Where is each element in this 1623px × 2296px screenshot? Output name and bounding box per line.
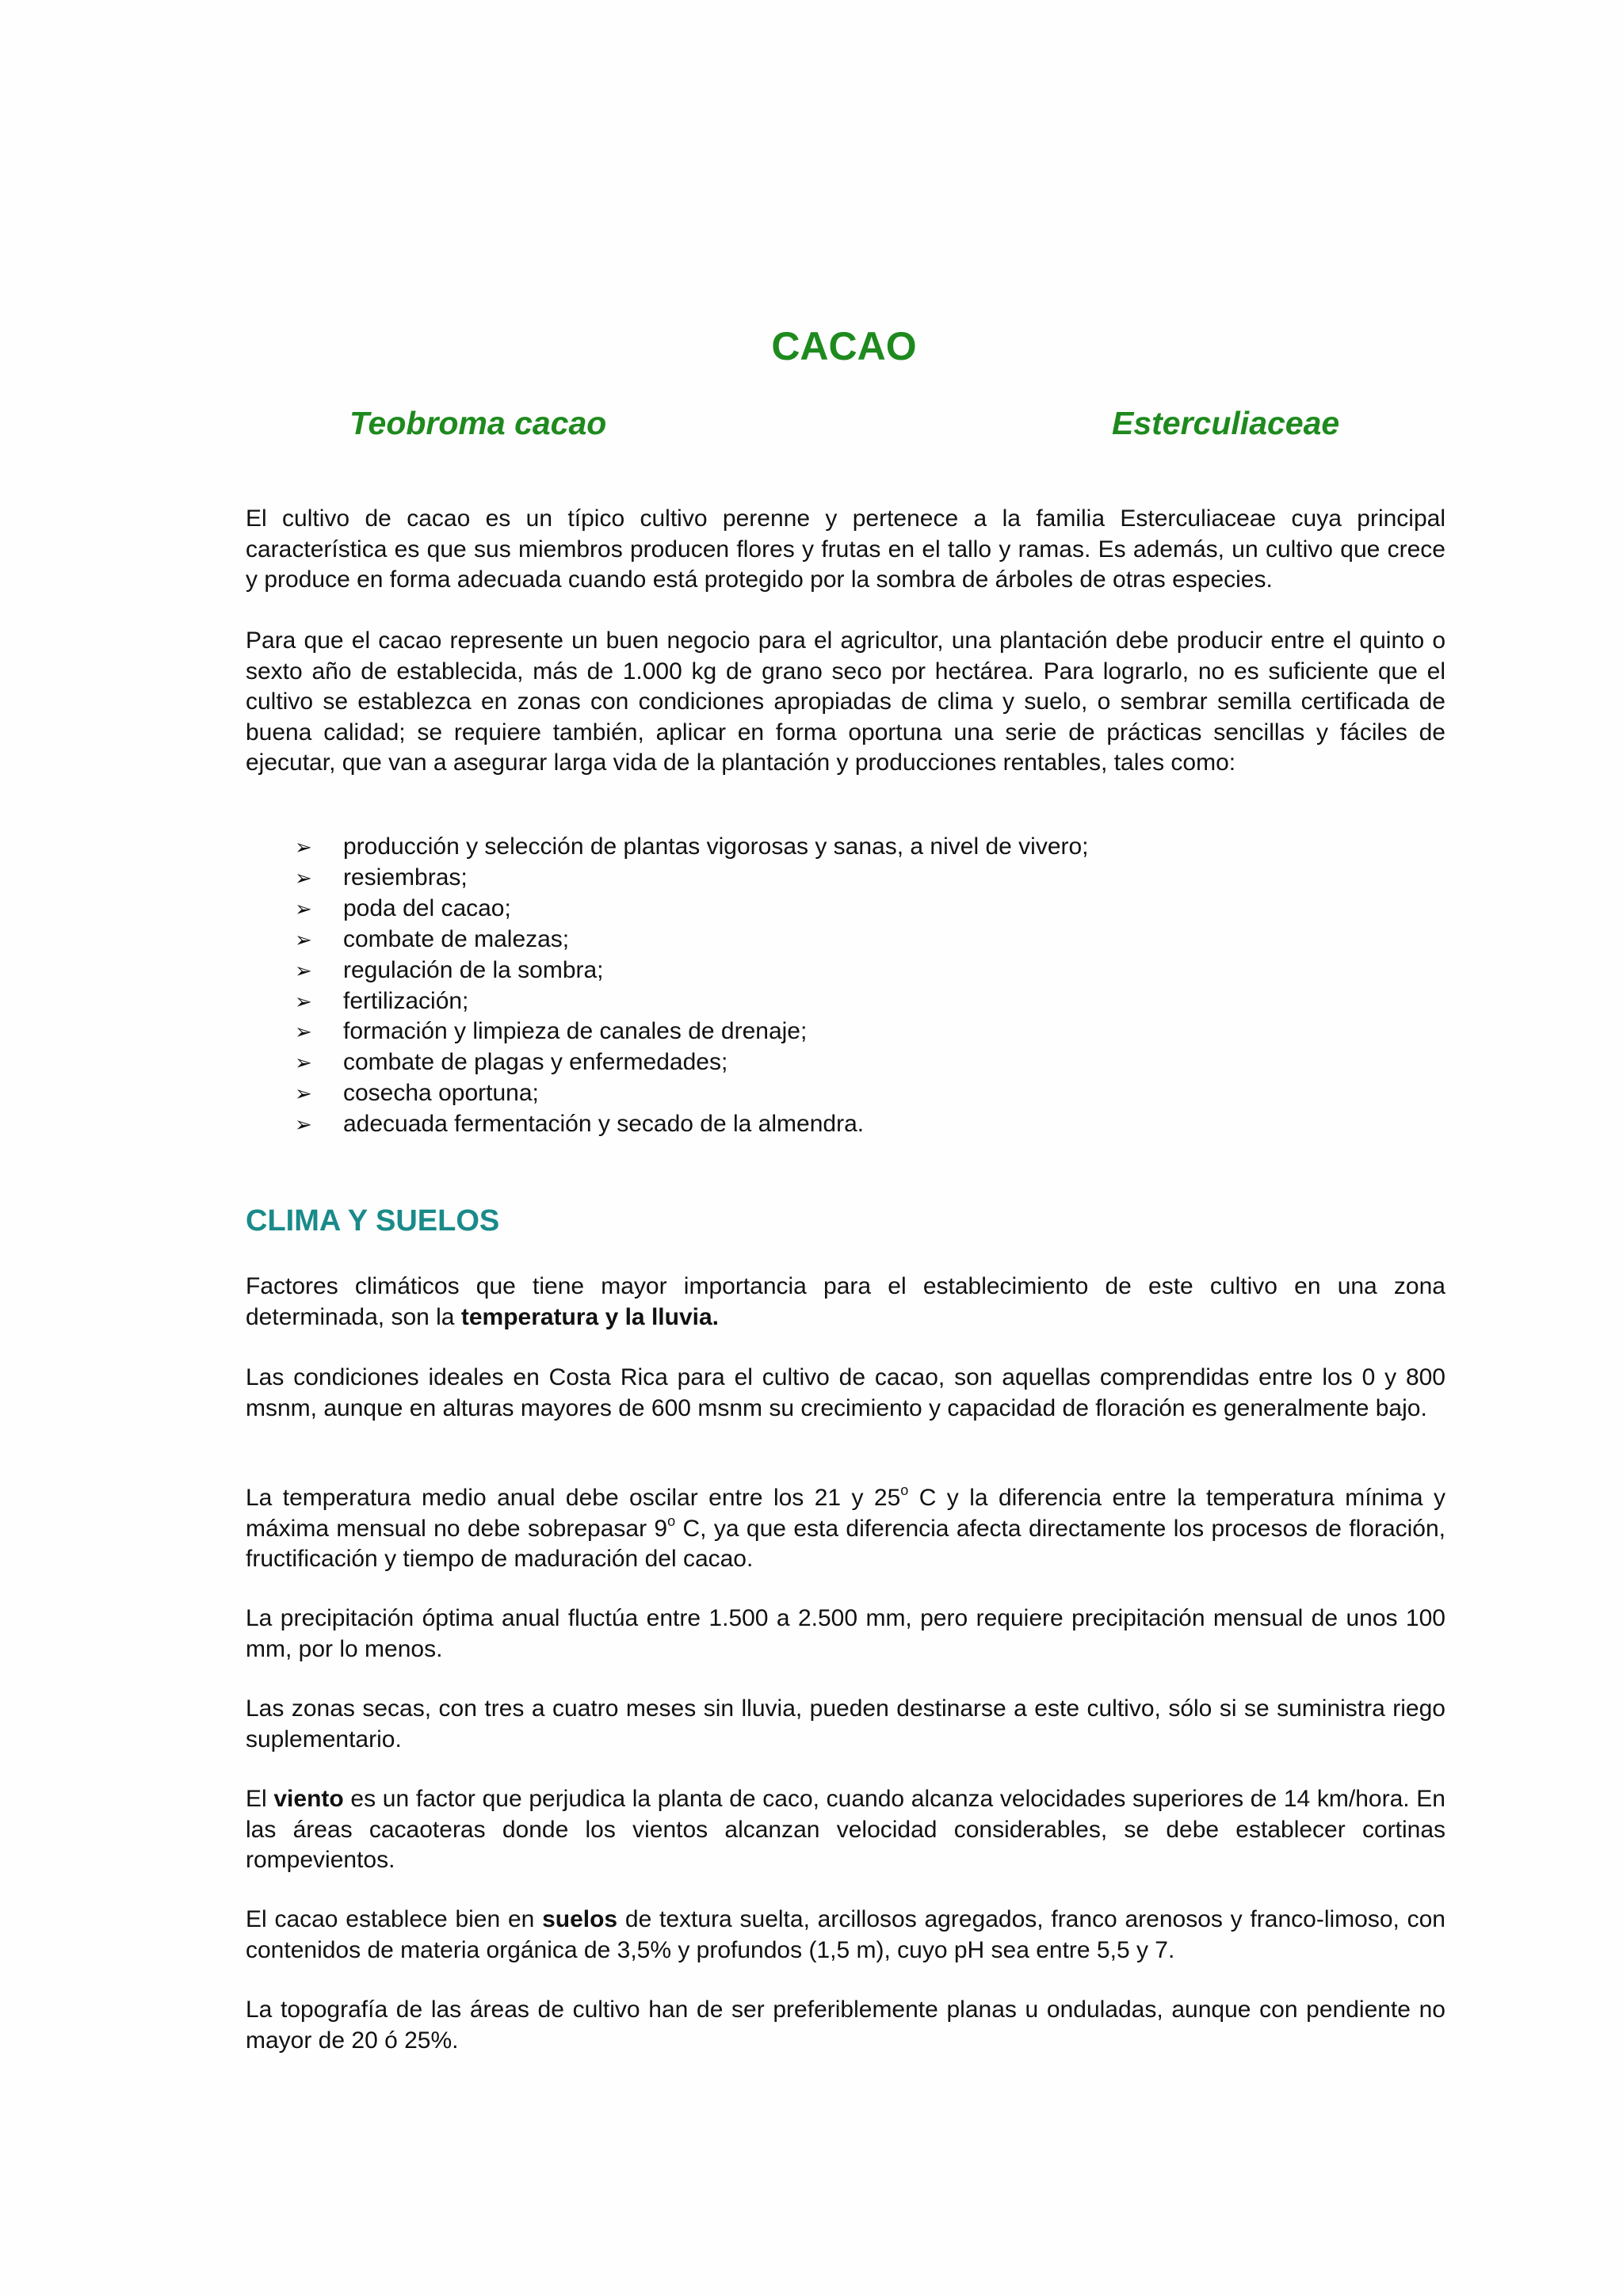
clima-paragraph-1: Factores climáticos que tiene mayor importancia para el establecimiento de este cultivo en una zona determinada, son la temperatura y la lluvia. — [246, 1273, 1445, 1330]
clima-paragraph-5: Las zonas secas, con tres a cuatro meses sin lluvia, pueden destinarse a este cultivo, sólo si se suministra riego suplementario. — [246, 1695, 1445, 1753]
clima-paragraph-6: El viento es un factor que perjudica la planta de caco, cuando alcanza velocidades superiores de 14 km/hora. En las áreas cacaoteras donde los vientos alcanzan velocidad considerables, se debe establecer cortinas rompevientos. — [246, 1786, 1445, 1873]
arrow-bullet-icon: ➢ — [295, 896, 312, 921]
list-item: ➢ poda del cacao; — [246, 894, 1445, 925]
clima-paragraph-8: La topografía de las áreas de cultivo han de ser preferiblemente planas u onduladas, aunque con pendiente no mayor de 20 ó 25%. — [246, 1997, 1445, 2054]
list-item: ➢ cosecha oportuna; — [246, 1078, 1445, 1109]
page-title: CACAO — [771, 324, 917, 368]
list-item: ➢ regulación de la sombra; — [246, 955, 1445, 986]
arrow-bullet-icon: ➢ — [295, 1051, 312, 1075]
clima-paragraph-3: La temperatura medio anual debe oscilar entre los 21 y 25$^o$ C y la diferencia entre la temperatura mínima y máxima mensual no debe sobrepasar 9$^o$ C, ya que esta diferencia afecta directamente los procesos de floración, fructificación y tiempo de maduración del cacao. — [246, 1482, 1446, 1572]
intro-paragraph-1: El cultivo de cacao es un típico cultivo perenne y pertenece a la familia Esterculiaceae cuya principal característica es que sus miembros producen flores y frutas en el tallo y ramas. Es además, un cultivo que crece y produce en forma adecuada cuando está protegido por la sombra de árboles de otras especies. — [246, 505, 1445, 593]
family-name: Esterculiaceae — [1112, 405, 1340, 441]
arrow-bullet-icon: ➢ — [295, 1112, 312, 1137]
scientific-name: Teobroma cacao — [349, 405, 607, 441]
list-item: ➢ formación y limpieza de canales de drenaje; — [246, 1016, 1445, 1047]
arrow-bullet-icon: ➢ — [295, 865, 312, 890]
intro-paragraph-2: Para que el cacao represente un buen negocio para el agricultor, una plantación debe producir entre el quinto o sexto año de establecida, más de 1.000 kg de grano seco por hectárea. Para lograrlo, no es suficiente que el cultivo se establezca en zonas con condiciones apropiadas de clima y suelo, o sembrar semilla certificada de buena calidad; se requiere también, aplicar en forma oportuna una serie de prácticas sencillas y fáciles de ejecutar, que van a asegurar larga vida de la plantación y producciones rentables, tales como: — [246, 627, 1445, 776]
section-heading-clima: CLIMA Y SUELOS — [246, 1204, 500, 1238]
list-item: ➢ adecuada fermentación y secado de la almendra. — [246, 1109, 1445, 1140]
practices-list — [246, 832, 1445, 1140]
clima-paragraph-7: El cacao establece bien en suelos de textura suelta, arcillosos agregados, franco arenosos y franco-limoso, con contenidos de materia orgánica de 3,5% y profundos (1,5 m), cuyo pH sea entre 5,5 y 7. — [246, 1906, 1445, 1963]
arrow-bullet-icon: ➢ — [295, 835, 312, 859]
arrow-bullet-icon: ➢ — [295, 958, 312, 982]
list-item: ➢ combate de plagas y enfermedades; — [246, 1047, 1445, 1078]
clima-paragraph-2: Las condiciones ideales en Costa Rica para el cultivo de cacao, son aquellas comprendidas entre los 0 y 800 msnm, aunque en alturas mayores de 600 msnm su crecimiento y capacidad de floración es generalmente bajo. — [246, 1364, 1445, 1421]
list-item: ➢ resiembras; — [246, 863, 1445, 894]
list-item: ➢ combate de malezas; — [246, 925, 1445, 955]
clima-paragraph-4: La precipitación óptima anual fluctúa entre 1.500 a 2.500 mm, pero requiere precipitación mensual de unos 100 mm, por lo menos. — [246, 1605, 1445, 1662]
arrow-bullet-icon: ➢ — [295, 927, 312, 952]
arrow-bullet-icon: ➢ — [295, 1020, 312, 1044]
arrow-bullet-icon: ➢ — [295, 989, 312, 1013]
list-item: ➢ fertilización; — [246, 986, 1445, 1017]
arrow-bullet-icon: ➢ — [295, 1081, 312, 1106]
list-item: ➢ producción y selección de plantas vigorosas y sanas, a nivel de vivero; — [246, 832, 1445, 863]
